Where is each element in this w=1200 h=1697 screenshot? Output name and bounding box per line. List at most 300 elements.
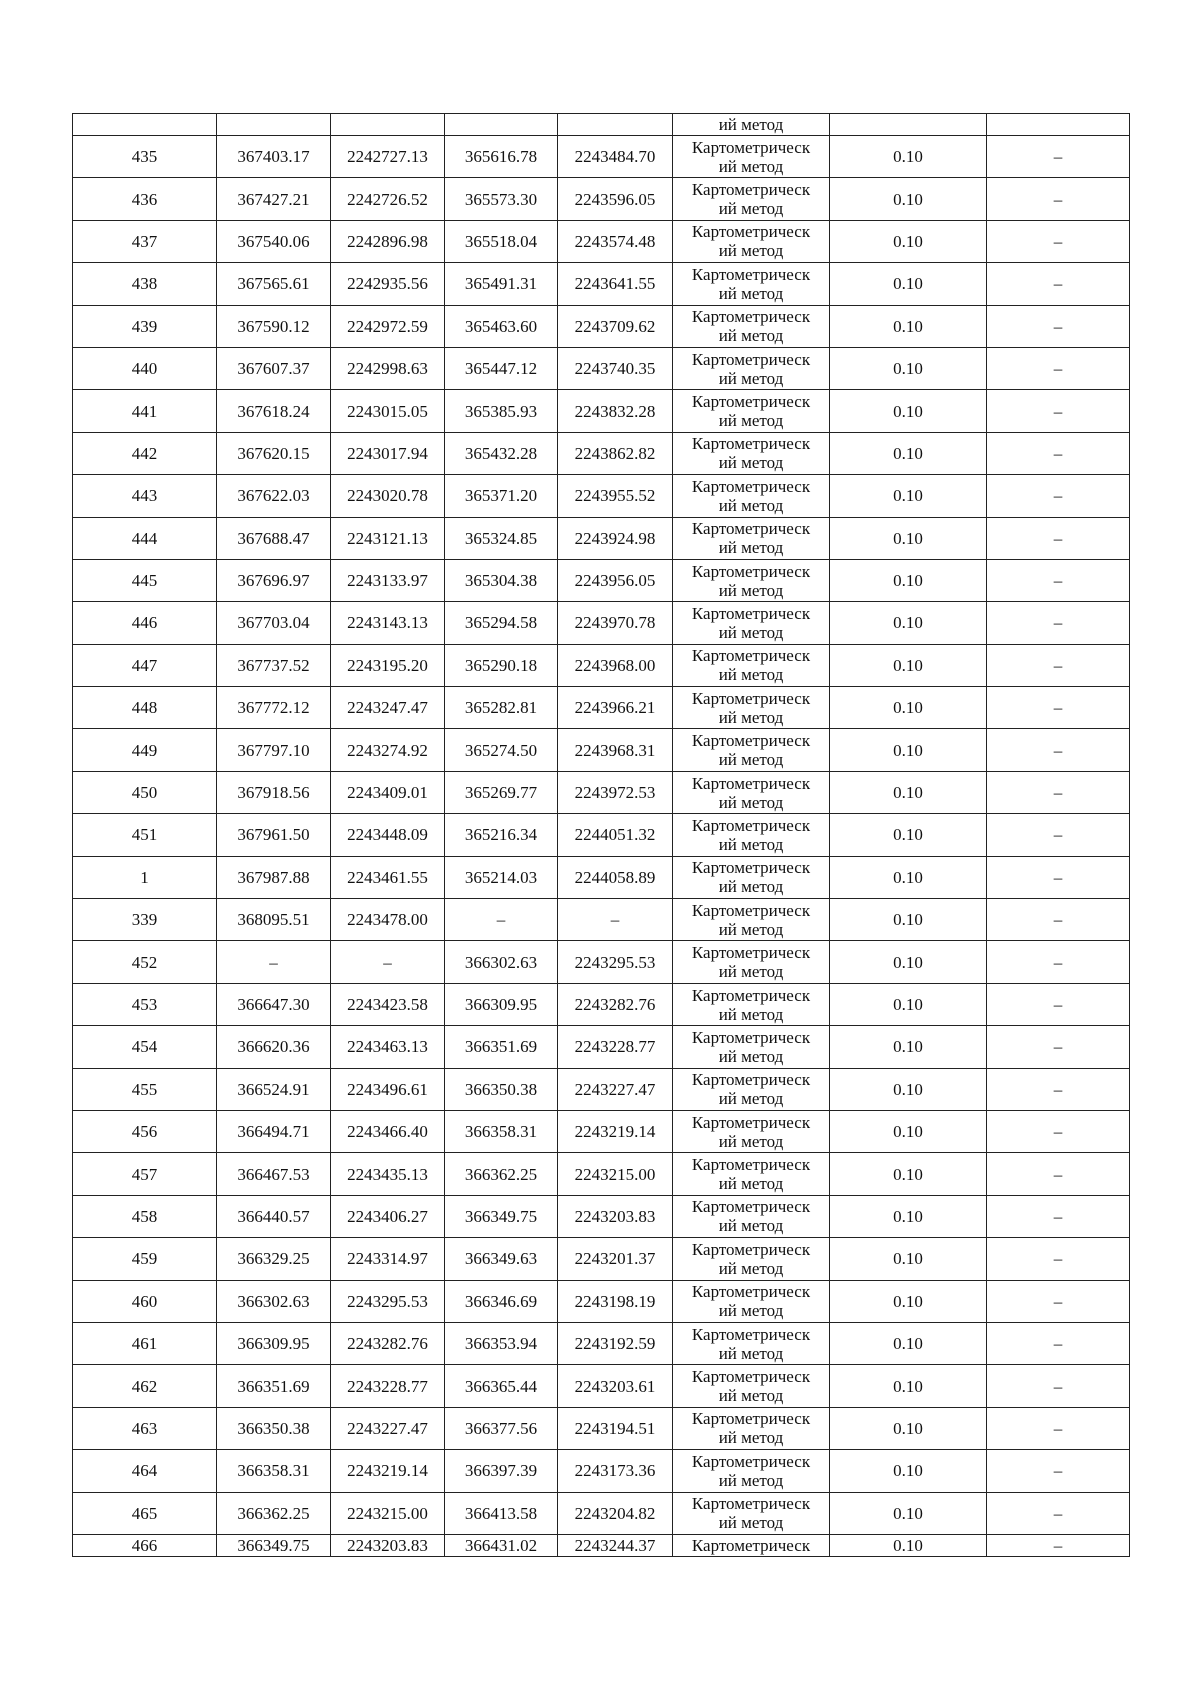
table-row: [73, 1068, 1130, 1110]
cell-point: 339: [73, 899, 217, 941]
cell-method: [673, 771, 830, 813]
cell-y2: 2243970.78: [558, 602, 673, 644]
cell-y1: 2243461.55: [331, 856, 445, 898]
cell-note: –: [987, 263, 1130, 305]
method-line: ий метод: [718, 156, 784, 176]
cell-accuracy: 0.10: [830, 729, 987, 771]
method-line: Картометрическ: [691, 222, 811, 242]
cell-point: 454: [73, 1026, 217, 1068]
cell-accuracy: 0.10: [830, 899, 987, 941]
cell-x1: 366362.25: [217, 1492, 331, 1534]
cell-accuracy: 0.10: [830, 814, 987, 856]
cell-y1: 2242726.52: [331, 178, 445, 220]
cell-x1: 367688.47: [217, 517, 331, 559]
cell-note: –: [987, 899, 1130, 941]
cell-method: [673, 263, 830, 305]
cell-method: [673, 1110, 830, 1152]
cell-y1: 2243017.94: [331, 432, 445, 474]
cell-y2: 2243198.19: [558, 1280, 673, 1322]
cell-y1: 2243195.20: [331, 644, 445, 686]
method-line: ий метод: [718, 283, 784, 303]
table-row: [73, 856, 1130, 898]
cell-x2: 365324.85: [445, 517, 558, 559]
cell-y1: –: [331, 941, 445, 983]
cell-y1: 2243423.58: [331, 983, 445, 1025]
cell-accuracy: 0.10: [830, 1492, 987, 1534]
method-line: ий метод: [718, 1513, 784, 1533]
cell-method: [673, 1492, 830, 1534]
cell-accuracy: 0.10: [830, 1322, 987, 1364]
cell-y2: 2243194.51: [558, 1407, 673, 1449]
cell-point: 445: [73, 559, 217, 601]
cell-point: 437: [73, 220, 217, 262]
cell-note: –: [987, 1238, 1130, 1280]
cell-note: –: [987, 559, 1130, 601]
cell-y1: 2243227.47: [331, 1407, 445, 1449]
cell-x1: 366524.91: [217, 1068, 331, 1110]
cell-point: 458: [73, 1195, 217, 1237]
method-line: ий метод: [718, 834, 784, 854]
cell-point: 441: [73, 390, 217, 432]
method-line: ий метод: [718, 1174, 784, 1194]
table-row: [73, 687, 1130, 729]
cell-x2: 366397.39: [445, 1450, 558, 1492]
cell-method: [673, 602, 830, 644]
table-row: [73, 729, 1130, 771]
method-line: ий метод: [718, 750, 784, 770]
cell-x2: 365491.31: [445, 263, 558, 305]
cell-method: Картометрическ: [673, 1534, 830, 1556]
cell-accuracy: 0.10: [830, 1195, 987, 1237]
method-line: ий метод: [718, 1131, 784, 1151]
cell-x2: 365282.81: [445, 687, 558, 729]
cell-x2: 366309.95: [445, 983, 558, 1025]
cell-note: [987, 114, 1130, 136]
method-line: Картометрическ: [691, 434, 811, 454]
cell-y2: 2243244.37: [558, 1534, 673, 1556]
method-line: ий метод: [718, 495, 784, 515]
method-line: ий метод: [718, 1004, 784, 1024]
method-line: Картометрическ: [691, 180, 811, 200]
cell-x2: 366350.38: [445, 1068, 558, 1110]
cell-accuracy: 0.10: [830, 559, 987, 601]
method-line: ий метод: [718, 411, 784, 431]
cell-y1: 2243448.09: [331, 814, 445, 856]
cell-accuracy: 0.10: [830, 1068, 987, 1110]
table-row: [73, 1195, 1130, 1237]
cell-y2: 2243219.14: [558, 1110, 673, 1152]
cell-y2: 2243173.36: [558, 1450, 673, 1492]
cell-method: [673, 390, 830, 432]
cell-accuracy: 0.10: [830, 1110, 987, 1152]
table-row: [73, 771, 1130, 813]
cell-accuracy: 0.10: [830, 1238, 987, 1280]
table-row: [73, 390, 1130, 432]
method-line: ий метод: [718, 1046, 784, 1066]
cell-x2: 365385.93: [445, 390, 558, 432]
cell-x1: 366309.95: [217, 1322, 331, 1364]
method-line: ий метод: [718, 1428, 784, 1448]
cell-y2: 2243955.52: [558, 475, 673, 517]
cell-point: 463: [73, 1407, 217, 1449]
cell-accuracy: 0.10: [830, 1026, 987, 1068]
cell-point: 466: [73, 1534, 217, 1556]
cell-accuracy: 0.10: [830, 983, 987, 1025]
cell-x2: 366362.25: [445, 1153, 558, 1195]
table-row: [73, 1153, 1130, 1195]
cell-point: 1: [73, 856, 217, 898]
cell-accuracy: 0.10: [830, 1153, 987, 1195]
method-line: ий метод: [718, 707, 784, 727]
method-line: ий метод: [718, 962, 784, 982]
method-line: Картометрическ: [691, 1197, 811, 1217]
cell-x2: 365447.12: [445, 347, 558, 389]
cell-point: 465: [73, 1492, 217, 1534]
cell-y1: 2243133.97: [331, 559, 445, 601]
cell-note: –: [987, 771, 1130, 813]
cell-method: [673, 644, 830, 686]
cell-note: –: [987, 1195, 1130, 1237]
table-row: [73, 136, 1130, 178]
cell-method: [673, 1280, 830, 1322]
cell-note: –: [987, 432, 1130, 474]
method-line: Картометрическ: [691, 731, 811, 751]
method-line: Картометрическ: [691, 858, 811, 878]
cell-x2: 366377.56: [445, 1407, 558, 1449]
cell-x2: 365214.03: [445, 856, 558, 898]
cell-y2: –: [558, 899, 673, 941]
cell-y1: 2243463.13: [331, 1026, 445, 1068]
cell-note: –: [987, 1365, 1130, 1407]
cell-point: 464: [73, 1450, 217, 1492]
cell-point: 439: [73, 305, 217, 347]
cell-method: [673, 941, 830, 983]
cell-x1: 367618.24: [217, 390, 331, 432]
table-row: [73, 941, 1130, 983]
table-row: [73, 814, 1130, 856]
cell-method: [673, 814, 830, 856]
table-row: [73, 602, 1130, 644]
method-line: ий метод: [718, 199, 784, 219]
cell-point: 452: [73, 941, 217, 983]
cell-accuracy: 0.10: [830, 220, 987, 262]
cell-accuracy: 0.10: [830, 644, 987, 686]
method-line: ий метод: [718, 241, 784, 261]
cell-method: [673, 305, 830, 347]
cell-y2: 2243709.62: [558, 305, 673, 347]
table-row: [73, 305, 1130, 347]
cell-note: –: [987, 941, 1130, 983]
cell-method: [673, 559, 830, 601]
cell-x1: 367737.52: [217, 644, 331, 686]
cell-x2: 365294.58: [445, 602, 558, 644]
cell-note: –: [987, 475, 1130, 517]
cell-x1: 366358.31: [217, 1450, 331, 1492]
table-row: [73, 432, 1130, 474]
cell-method: [673, 729, 830, 771]
cell-note: –: [987, 220, 1130, 262]
cell-y1: 2242998.63: [331, 347, 445, 389]
coordinates-table: [72, 113, 1130, 1557]
cell-y1: 2243274.92: [331, 729, 445, 771]
cell-accuracy: 0.10: [830, 687, 987, 729]
table-row: [73, 178, 1130, 220]
cell-x2: 365518.04: [445, 220, 558, 262]
cell-y2: 2243203.61: [558, 1365, 673, 1407]
cell-point: 447: [73, 644, 217, 686]
cell-note: –: [987, 1026, 1130, 1068]
cell-y1: 2243295.53: [331, 1280, 445, 1322]
table-row: [73, 1238, 1130, 1280]
cell-x1: 367622.03: [217, 475, 331, 517]
cell-method: [673, 136, 830, 178]
cell-x2: –: [445, 899, 558, 941]
method-text: ий метод: [718, 114, 784, 134]
cell-y1: 2242896.98: [331, 220, 445, 262]
cell-y1: 2243478.00: [331, 899, 445, 941]
method-line: Картометрическ: [691, 561, 811, 581]
method-line: Картометрическ: [691, 1112, 811, 1132]
cell-x1: 366440.57: [217, 1195, 331, 1237]
cell-y2: 2243972.53: [558, 771, 673, 813]
cell-x1: 367772.12: [217, 687, 331, 729]
cell-x2: 365432.28: [445, 432, 558, 474]
cell-x2: 365616.78: [445, 136, 558, 178]
cell-note: –: [987, 814, 1130, 856]
cell-x1: 367607.37: [217, 347, 331, 389]
method-line: ий метод: [718, 1343, 784, 1363]
cell-x1: 367590.12: [217, 305, 331, 347]
cell-x1: 367703.04: [217, 602, 331, 644]
cell-x1: 367540.06: [217, 220, 331, 262]
method-line: ий метод: [718, 1386, 784, 1406]
table-row: [73, 263, 1130, 305]
table-row: [73, 475, 1130, 517]
cell-x1: 366351.69: [217, 1365, 331, 1407]
cell-point: [73, 114, 217, 136]
table-row: [73, 517, 1130, 559]
method-line: Картометрическ: [691, 476, 811, 496]
cell-y1: 2243496.61: [331, 1068, 445, 1110]
cell-x2: 365463.60: [445, 305, 558, 347]
table-row: [73, 1450, 1130, 1492]
cell-point: 459: [73, 1238, 217, 1280]
method-line: ий метод: [718, 453, 784, 473]
cell-x2: 366358.31: [445, 1110, 558, 1152]
method-line: Картометрическ: [691, 264, 811, 284]
table-row: [73, 1110, 1130, 1152]
cell-x1: 367961.50: [217, 814, 331, 856]
cell-x1: 367918.56: [217, 771, 331, 813]
cell-x2: 366431.02: [445, 1534, 558, 1556]
cell-point: 449: [73, 729, 217, 771]
method-line: ий метод: [718, 1258, 784, 1278]
cell-y2: 2243574.48: [558, 220, 673, 262]
method-line: Картометрическ: [691, 815, 811, 835]
cell-note: –: [987, 856, 1130, 898]
cell-point: 440: [73, 347, 217, 389]
cell-note: –: [987, 136, 1130, 178]
cell-method: [673, 432, 830, 474]
cell-x1: 367565.61: [217, 263, 331, 305]
cell-accuracy: 0.10: [830, 347, 987, 389]
method-line: Картометрическ: [691, 943, 811, 963]
cell-accuracy: 0.10: [830, 1407, 987, 1449]
cell-x2: 365371.20: [445, 475, 558, 517]
cell-y1: 2243203.83: [331, 1534, 445, 1556]
cell-accuracy: [830, 114, 987, 136]
cell-y1: 2243282.76: [331, 1322, 445, 1364]
cell-y1: 2243409.01: [331, 771, 445, 813]
method-line: Картометрическ: [691, 137, 811, 157]
table-row: [73, 1026, 1130, 1068]
cell-method: [673, 899, 830, 941]
cell-accuracy: 0.10: [830, 1365, 987, 1407]
method-line: Картометрическ: [691, 1070, 811, 1090]
method-line: Картометрическ: [691, 1155, 811, 1175]
cell-x1: –: [217, 941, 331, 983]
cell-y1: 2243219.14: [331, 1450, 445, 1492]
cell-accuracy: 0.10: [830, 517, 987, 559]
cell-y1: 2243020.78: [331, 475, 445, 517]
cell-note: –: [987, 1450, 1130, 1492]
cell-y1: 2243435.13: [331, 1153, 445, 1195]
method-line: Картометрическ: [691, 1494, 811, 1514]
method-line: Картометрическ: [691, 646, 811, 666]
method-line: Картометрическ: [691, 1367, 811, 1387]
table-row: [73, 220, 1130, 262]
method-line: ий метод: [718, 1089, 784, 1109]
cell-point: 450: [73, 771, 217, 813]
cell-x2: 366349.63: [445, 1238, 558, 1280]
cell-y2: 2243641.55: [558, 263, 673, 305]
method-line: Картометрическ: [691, 773, 811, 793]
cell-x1: 366302.63: [217, 1280, 331, 1322]
cell-note: –: [987, 178, 1130, 220]
cell-x1: 367797.10: [217, 729, 331, 771]
cell-y2: 2243192.59: [558, 1322, 673, 1364]
cell-x2: 365304.38: [445, 559, 558, 601]
cell-y2: 2243596.05: [558, 178, 673, 220]
cell-y2: 2243740.35: [558, 347, 673, 389]
cell-x2: 366413.58: [445, 1492, 558, 1534]
method-line: ий метод: [718, 580, 784, 600]
cell-x1: 367403.17: [217, 136, 331, 178]
cell-method: [673, 220, 830, 262]
cell-x1: 366494.71: [217, 1110, 331, 1152]
cell-note: –: [987, 517, 1130, 559]
method-line: ий метод: [718, 368, 784, 388]
table-row: [73, 1407, 1130, 1449]
method-line: ий метод: [718, 1301, 784, 1321]
cell-method: [673, 1068, 830, 1110]
method-line: Картометрическ: [691, 985, 811, 1005]
cell-method: [673, 475, 830, 517]
cell-point: 457: [73, 1153, 217, 1195]
cell-y2: [558, 114, 673, 136]
cell-point: 443: [73, 475, 217, 517]
cell-method: [673, 856, 830, 898]
method-line: ий метод: [718, 622, 784, 642]
cell-method: [673, 687, 830, 729]
cell-y2: 2243203.83: [558, 1195, 673, 1237]
cell-y1: 2243247.47: [331, 687, 445, 729]
method-line: ий метод: [718, 877, 784, 897]
cell-y1: 2243406.27: [331, 1195, 445, 1237]
cell-method: [673, 1026, 830, 1068]
cell-y1: 2243466.40: [331, 1110, 445, 1152]
table-body: [73, 114, 1130, 1557]
method-line: ий метод: [718, 1470, 784, 1490]
cell-x2: 366353.94: [445, 1322, 558, 1364]
cell-y1: 2243143.13: [331, 602, 445, 644]
method-line: Картометрическ: [691, 519, 811, 539]
cell-x1: 367427.21: [217, 178, 331, 220]
cell-y2: 2243968.00: [558, 644, 673, 686]
table-row-continuation-top: [73, 114, 1130, 136]
table-row: [73, 1365, 1130, 1407]
method-line: Картометрическ: [691, 1324, 811, 1344]
method-line: Картометрическ: [691, 1282, 811, 1302]
cell-y1: 2243215.00: [331, 1492, 445, 1534]
method-line: Картометрическ: [691, 392, 811, 412]
cell-y2: 2244058.89: [558, 856, 673, 898]
cell-y2: 2243968.31: [558, 729, 673, 771]
cell-accuracy: 0.10: [830, 178, 987, 220]
cell-y2: 2243204.82: [558, 1492, 673, 1534]
method-line: Картометрическ: [691, 1027, 811, 1047]
cell-method: [673, 178, 830, 220]
cell-method: [673, 1407, 830, 1449]
cell-x1: 367987.88: [217, 856, 331, 898]
cell-y2: 2243832.28: [558, 390, 673, 432]
method-line: ий метод: [718, 665, 784, 685]
cell-note: –: [987, 390, 1130, 432]
cell-note: –: [987, 1407, 1130, 1449]
method-line: ий метод: [718, 1216, 784, 1236]
cell-point: 444: [73, 517, 217, 559]
cell-x2: 366302.63: [445, 941, 558, 983]
cell-accuracy: 0.10: [830, 136, 987, 178]
cell-x1: 366349.75: [217, 1534, 331, 1556]
cell-accuracy: 0.10: [830, 602, 987, 644]
cell-x1: 368095.51: [217, 899, 331, 941]
cell-x2: 365290.18: [445, 644, 558, 686]
cell-y2: 2243484.70: [558, 136, 673, 178]
table-row: [73, 1492, 1130, 1534]
cell-x2: 365216.34: [445, 814, 558, 856]
table-row: [73, 983, 1130, 1025]
cell-x1: 366329.25: [217, 1238, 331, 1280]
cell-point: 461: [73, 1322, 217, 1364]
cell-accuracy: 0.10: [830, 1534, 987, 1556]
cell-note: –: [987, 1068, 1130, 1110]
cell-accuracy: 0.10: [830, 1450, 987, 1492]
cell-note: –: [987, 644, 1130, 686]
cell-note: –: [987, 602, 1130, 644]
cell-point: 451: [73, 814, 217, 856]
cell-x1: [217, 114, 331, 136]
method-line: Картометрическ: [691, 688, 811, 708]
cell-y2: 2243282.76: [558, 983, 673, 1025]
cell-y1: 2243015.05: [331, 390, 445, 432]
cell-point: 436: [73, 178, 217, 220]
cell-y1: 2242727.13: [331, 136, 445, 178]
cell-note: –: [987, 305, 1130, 347]
table-row: [73, 899, 1130, 941]
cell-y1: 2243314.97: [331, 1238, 445, 1280]
cell-accuracy: 0.10: [830, 390, 987, 432]
